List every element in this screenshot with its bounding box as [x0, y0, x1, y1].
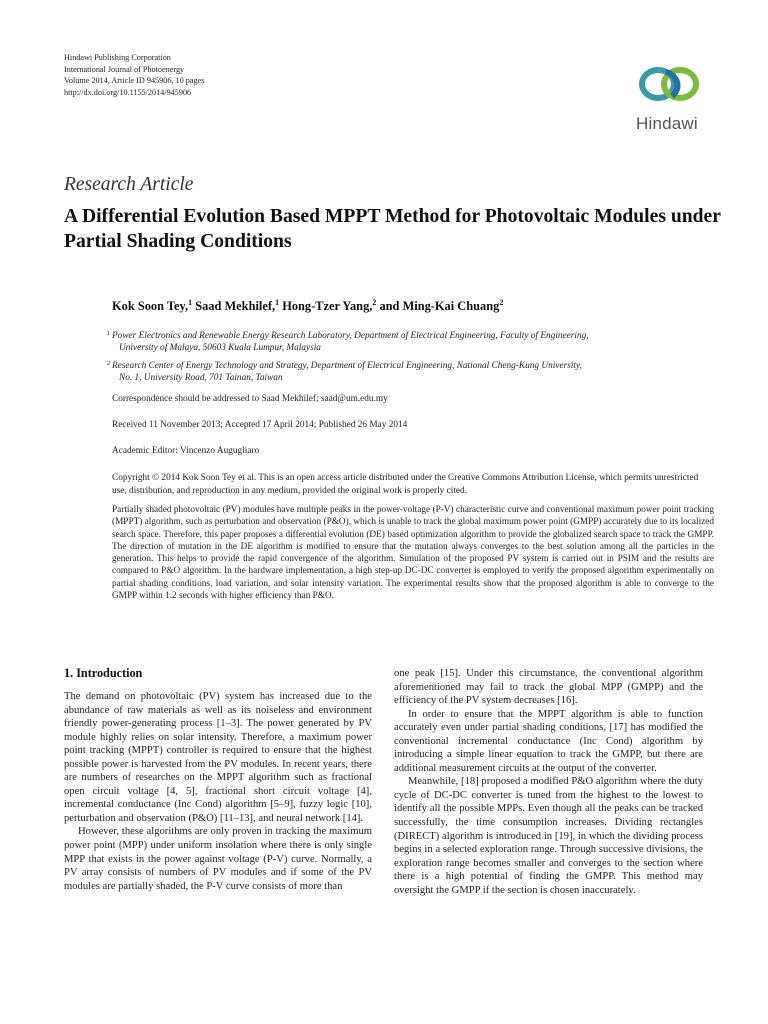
dates-line: Received 11 November 2013; Accepted 17 April 2014; Published 26 May 2014: [112, 420, 408, 430]
academic-editor: Academic Editor: Vincenzo Augugliaro: [112, 446, 260, 456]
author-affil-ref: 1: [275, 298, 280, 307]
author-separator: and: [376, 299, 403, 313]
body-column-left: [64, 690, 372, 893]
affiliation-line: No. 1, University Road, 701 Tainan, Taiwan: [119, 373, 283, 383]
logo-brand-text: Hindawi: [636, 114, 698, 133]
correspondence-line: Correspondence should be addressed to Saad Mekhilef; saad@um.edu.my: [112, 394, 388, 404]
article-type: Research Article: [64, 174, 194, 195]
volume-info: Volume 2014, Article ID 945906, 10 pages: [64, 76, 205, 86]
logo-rings: [642, 70, 696, 98]
affiliation-line: Research Center of Energy Technology and Strategy, Department of Electrical Engineering, National Cheng-Kung University,: [112, 361, 582, 371]
body-paragraph: However, these algorithms are only proven in tracking the maximum power point (MPP) under uniform insolation where there is only single MPP that exists in the power against voltage (P-V) curve. Normally, a PV array consists of numbers of PV modules and if some of the PV modules are partially shaded, the P-V curve consists of more than: [64, 826, 372, 892]
author-name: Ming-Kai Chuang: [402, 299, 500, 313]
affiliation-2: [107, 360, 712, 384]
body-column-right: [394, 667, 703, 897]
affiliation-line: University of Malaya, 50603 Kuala Lumpur, Malaysia: [119, 343, 321, 353]
journal-name: International Journal of Photoenergy: [64, 64, 185, 74]
affiliation-1: [107, 330, 712, 354]
section-heading: 1. Introduction: [64, 666, 143, 680]
abstract: Partially shaded photovoltaic (PV) modules have multiple peaks in the power-voltage (P-V) characteristic curve and conventional maximum power point tracking (MPPT) algorithm, such as perturbation and observation (P&O), which is unable to track the global maximum power point (GMPP) accurately due to its localized search space. Therefore, this paper proposes a differential evolution (DE) based optimization algorithm to provide the globalized search space to track the GMPP. The direction of mutation in the DE algorithm is modified to ensure that the mutation always converges to the best solution among all the particles in the generation. This helps to provide the rapid convergence of the algorithm. Simulation of the proposed PV system is carried out in PSIM and the results are compared to P&O algorithm. In the hardware implementation, a high step-up DC-DC converter is employed to verify the proposed algorithm experimentally on partial shading conditions, load variation, and solar intensity variation. The experimental results show that the proposed algorithm is able to converge to the GMPP within 1.2 seconds with higher efficiency than P&O.: [112, 505, 714, 602]
author-name: Saad Mekhilef,: [195, 299, 276, 313]
author-name: Hong-Tzer Yang,: [282, 299, 373, 313]
affiliation-number: 1: [107, 330, 111, 337]
affiliation-number: 2: [107, 360, 111, 367]
author-affil-ref: 1: [188, 298, 193, 307]
body-paragraph: In order to ensure that the MPPT algorithm is able to function accurately even under partial shading conditions, [17] has modified the conventional incremental conductance (Inc Cond) algorithm by introducing a simple linear equation to track the GMPP, but there are additional measurement circuits at the output of the converter.: [394, 708, 703, 774]
copyright-notice: Copyright © 2014 Kok Soon Tey et al. This is an open access article distributed under the Creative Commons Attribution License, which permits unrestricted use, distribution, and reproduction in any medium, provided the original work is properly cited.: [112, 473, 699, 496]
article-title: A Differential Evolution Based MPPT Method for Photovoltaic Modules under Partial Shading Conditions: [64, 206, 721, 252]
author-affil-ref: 2: [499, 298, 504, 307]
affiliation-line: Power Electronics and Renewable Energy Research Laboratory, Department of Electrical Engineering, Faculty of Engineering,: [112, 331, 589, 341]
publication-header: [64, 52, 364, 98]
body-paragraph: The demand on photovoltaic (PV) system has increased due to the abundance of raw materials as well as its noiseless and environment friendly power-generating process [1–3]. The power generated by PV module highly relies on solar intensity. Therefore, a maximum power point tracking (MPPT) controller is required to ensure that the highest possible power is harvested from the PV modules. In recent years, there are numbers of researches on the MPPT algorithm such as fractional open circuit voltage [4, 5], fractional short circuit voltage [4], incremental conductance (Inc Cond) algorithm [5–9], fuzzy logic [10], perturbation and observation (P&O) [11–13], and neural network [14].: [64, 691, 372, 824]
author-list: [112, 298, 503, 314]
author-name: Kok Soon Tey,: [112, 299, 189, 313]
author-affil-ref: 2: [372, 298, 377, 307]
body-paragraph: one peak [15]. Under this circumstance, the conventional algorithm aforementioned may fail to track the global MPP (GMPP) and the efficiency of the PV system decreases [16].: [394, 668, 703, 707]
doi-link[interactable]: http://dx.doi.org/10.1155/2014/945906: [64, 87, 192, 97]
body-paragraph: Meanwhile, [18] proposed a modified P&O algorithm where the duty cycle of DC-DC converter is tuned from the highest to the lowest to identify all the possible MPPs. Even though all the peaks can be tracked successfully, the time consumption increases. Dividing rectangles (DIRECT) algorithm is introduced in [19], in which the dividing process begins in a selected exploration range. Through successive divisions, the exploration range becomes smaller and converges to the section where there is a high potential of finding the GMPP. This method may oversight the GMPP if the section is chosen inaccurately.: [394, 776, 703, 896]
publisher-name: Hindawi Publishing Corporation: [64, 53, 171, 62]
